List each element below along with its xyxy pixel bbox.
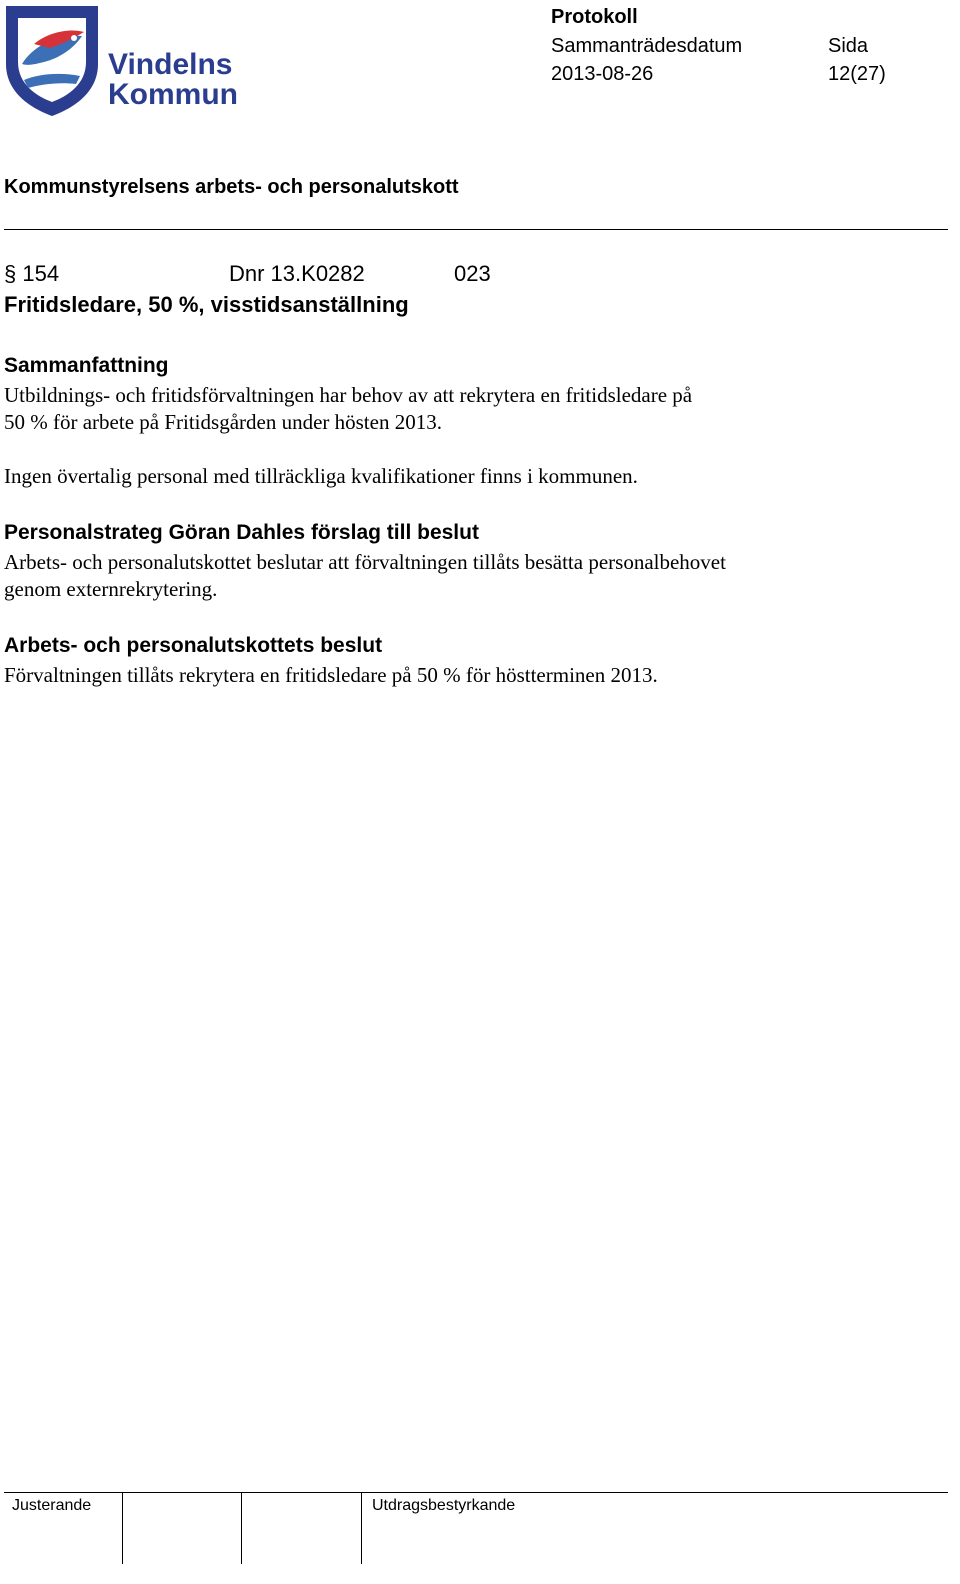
footer-utdrag-label: Utdragsbestyrkande bbox=[372, 1497, 516, 1514]
footer-justerande-label: Justerande bbox=[12, 1497, 92, 1514]
diary-number: Dnr 13.K0282 bbox=[229, 261, 365, 286]
municipality-logo bbox=[4, 4, 244, 118]
case-code: 023 bbox=[454, 261, 491, 286]
date-value: 2013-08-26 bbox=[551, 63, 654, 85]
proposal-line-2: genom externrekrytering. bbox=[4, 577, 218, 601]
document-type: Protokoll bbox=[551, 6, 638, 28]
summary-line-2: 50 % för arbete på Fritidsgården under hösten 2013. bbox=[4, 410, 442, 434]
case-title: Fritidsledare, 50 %, visstidsanställning bbox=[4, 292, 409, 317]
footer-column-divider bbox=[122, 1492, 123, 1564]
summary-line-1: Utbildnings- och fritidsförvaltningen har behov av att rekrytera en fritidsledare på bbox=[4, 383, 693, 407]
date-label: Sammanträdesdatum bbox=[551, 35, 743, 57]
summary-line-3: Ingen övertalig personal med tillräckliga kvalifikationer finns i kommunen. bbox=[4, 464, 638, 488]
page-label: Sida bbox=[828, 35, 869, 57]
coat-of-arms-icon bbox=[4, 4, 100, 118]
summary-heading: Sammanfattning bbox=[4, 354, 169, 377]
footer-column-divider bbox=[361, 1492, 362, 1564]
logo-line-2: Kommun bbox=[108, 78, 238, 111]
paragraph-number: § 154 bbox=[4, 261, 60, 286]
decision-line-1: Förvaltningen tillåts rekrytera en fritidsledare på 50 % för höstterminen 2013. bbox=[4, 663, 658, 687]
decision-heading: Arbets- och personalutskottets beslut bbox=[4, 634, 383, 657]
footer-column-divider bbox=[241, 1492, 242, 1564]
page-number: 12(27) bbox=[828, 63, 886, 85]
committee-name: Kommunstyrelsens arbets- och personalutskott bbox=[4, 176, 459, 198]
footer-divider bbox=[4, 1492, 948, 1493]
proposal-line-1: Arbets- och personalutskottet beslutar att förvaltningen tillåts besätta personalbehovet bbox=[4, 550, 726, 574]
header-divider bbox=[4, 229, 948, 230]
logo-line-1: Vindelns bbox=[108, 48, 233, 81]
proposal-heading: Personalstrateg Göran Dahles förslag till beslut bbox=[4, 521, 479, 544]
